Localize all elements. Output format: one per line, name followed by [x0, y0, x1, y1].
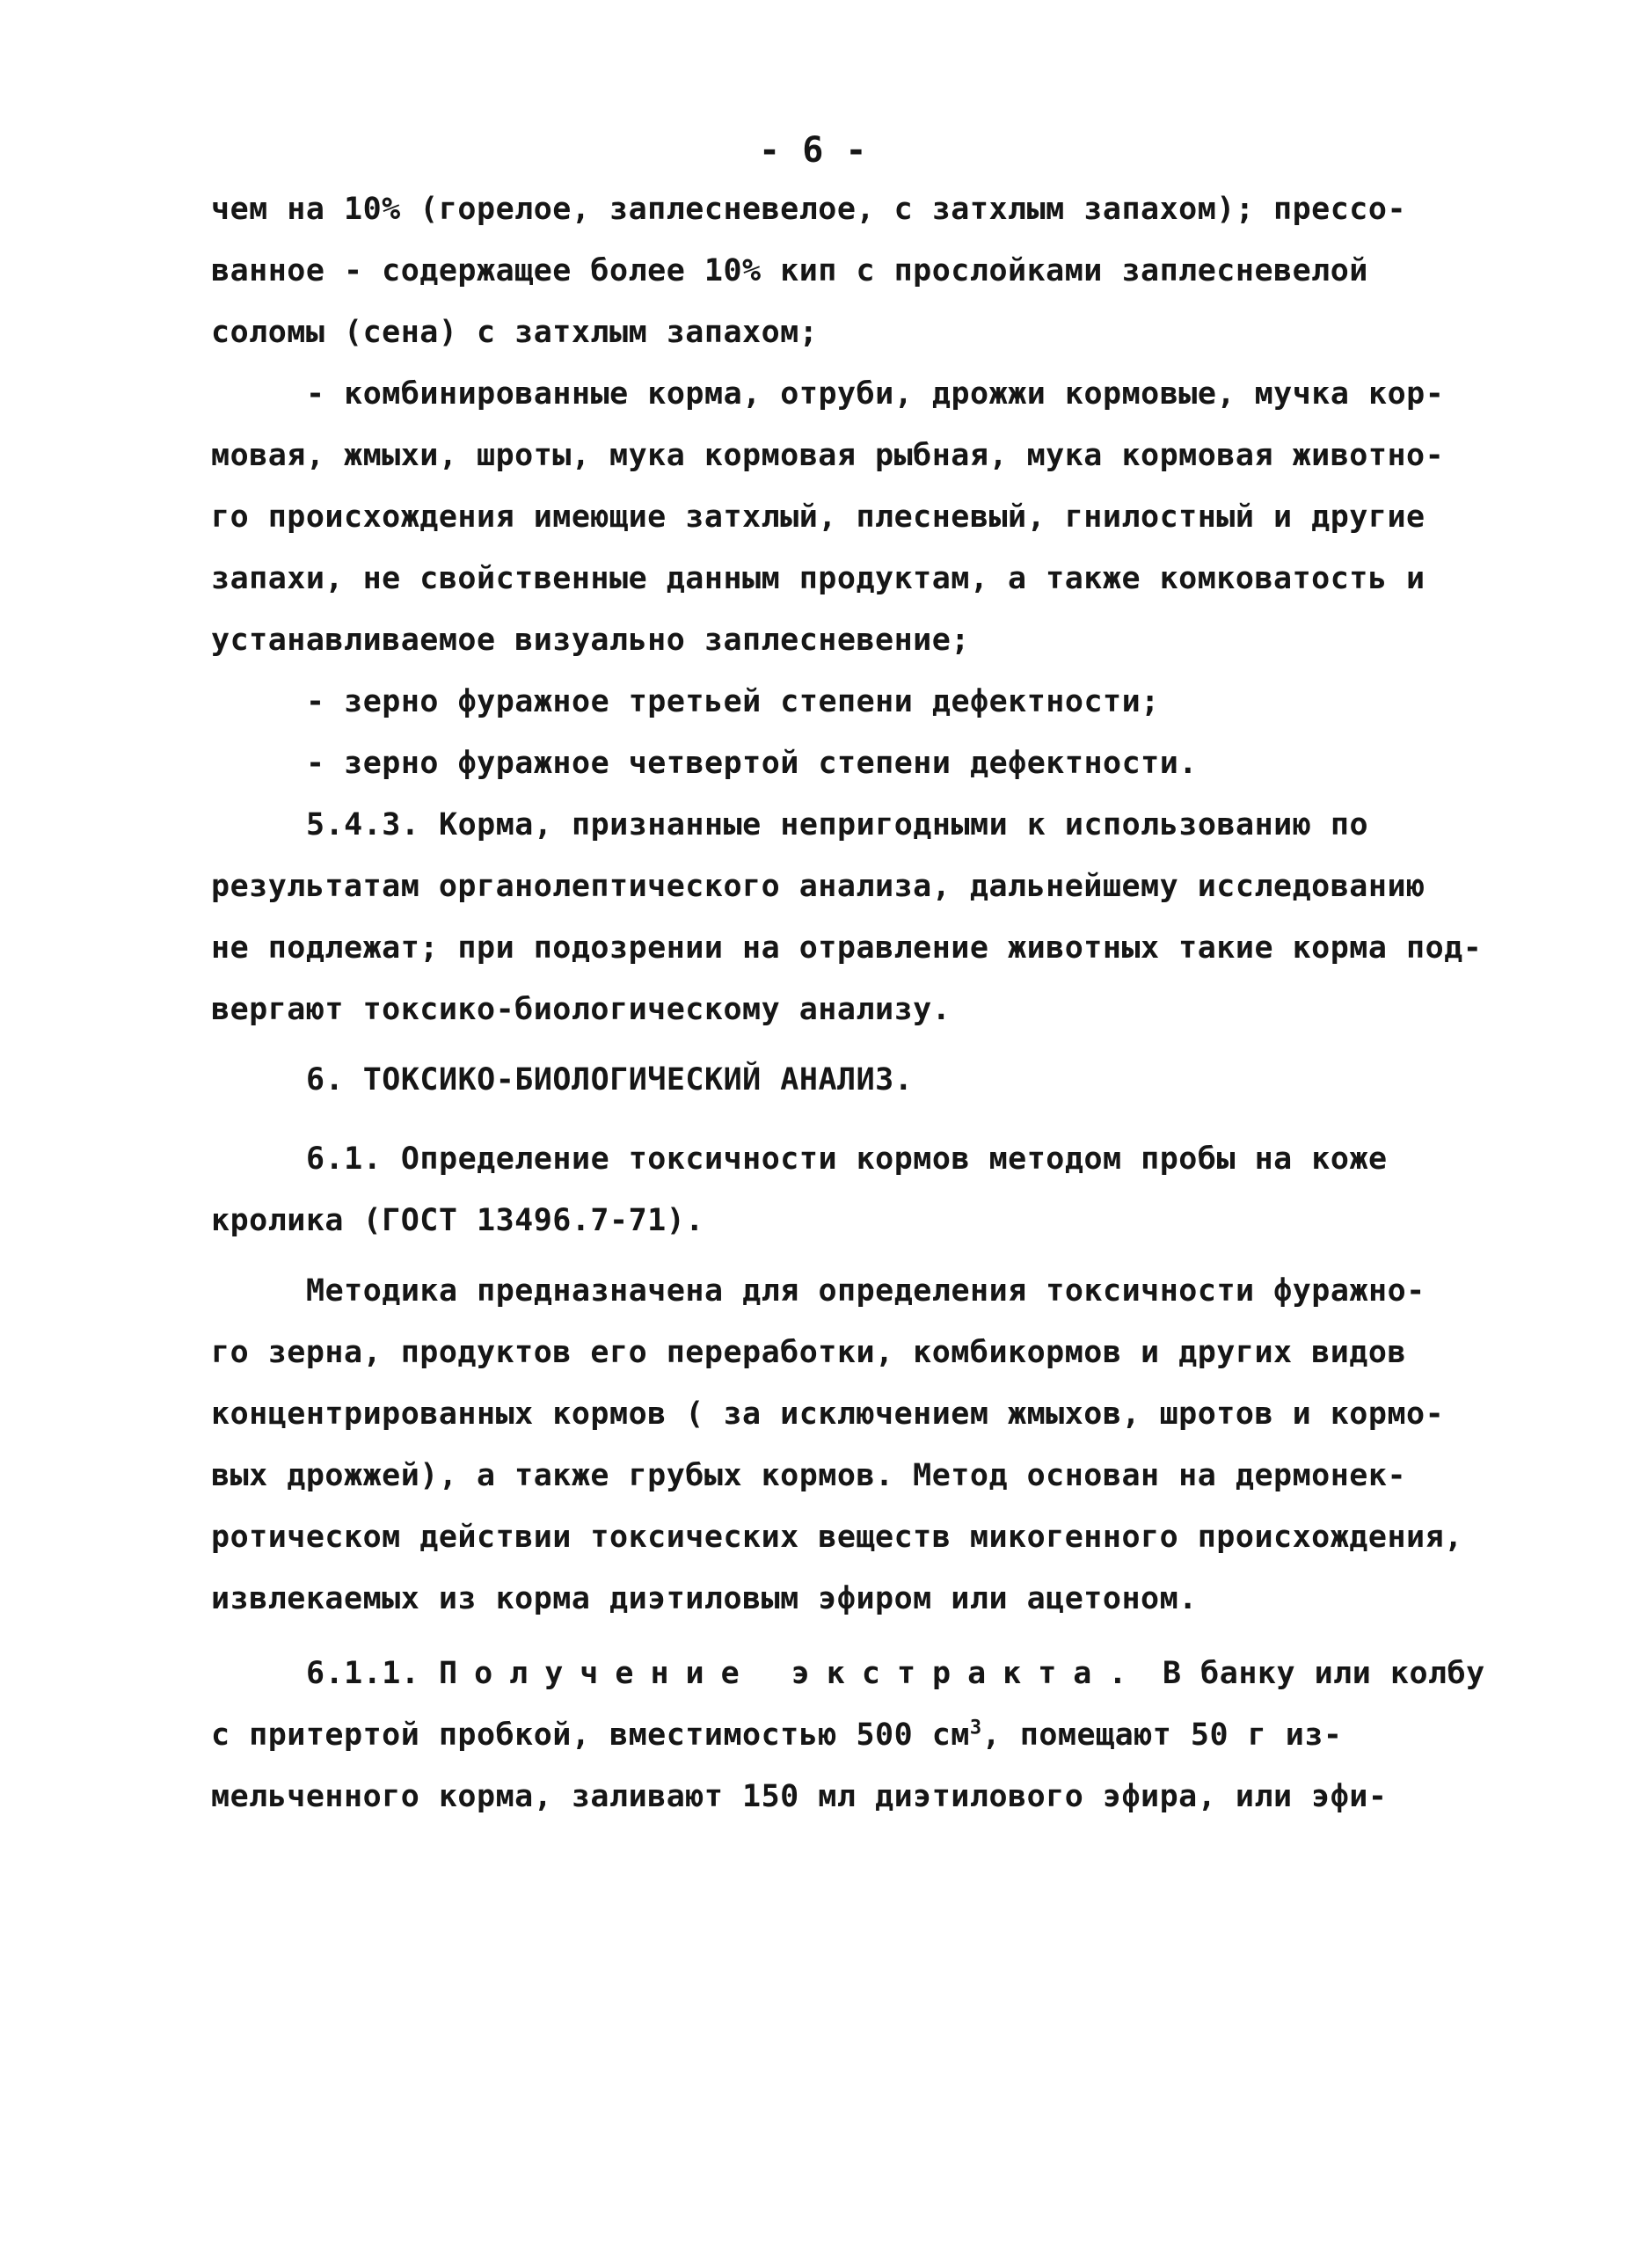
text-line: го зерна, продуктов его переработки, комбикормов и других видов [211, 1335, 1407, 1370]
subsection-heading-line [306, 1656, 1485, 1691]
text-line: результатам органолептического анализа, дальнейшему исследованию [211, 869, 1425, 904]
text-line: кролика (ГОСТ 13496.7-71). [211, 1203, 704, 1238]
text-line [211, 1717, 1343, 1753]
text-line: ванное - содержащее более 10% кип с прослойками заплесневелой [211, 253, 1368, 288]
text-line: концентрированных кормов ( за исключением жмыхов, шротов и кормо- [211, 1397, 1445, 1432]
text-line: устанавливаемое визуально заплесневение; [211, 623, 970, 658]
text-line: - зерно фуражное третьей степени дефектности; [306, 684, 1160, 719]
text-line: - комбинированные корма, отруби, дрожжи кормовые, мучка кор- [306, 376, 1445, 412]
text-fragment: В банку или колбу [1163, 1656, 1485, 1691]
text-line: ротическом действии токсических веществ микогенного происхождения, [211, 1520, 1463, 1555]
text-fragment: с притертой пробкой, вместимостью 500 см [211, 1717, 970, 1753]
text-line: извлекаемых из корма диэтиловым эфиром или ацетоном. [211, 1581, 1198, 1616]
subsection-heading: 6.1. Определение токсичности кормов методом пробы на коже [306, 1141, 1388, 1177]
text-line: го происхождения имеющие затхлый, плесневый, гнилостный и другие [211, 500, 1425, 535]
text-line: 5.4.3. Корма, признанные непригодными к использованию по [306, 807, 1369, 842]
text-line: запахи, не свойственные данным продуктам, а также комковатость и [211, 561, 1425, 596]
text-line: чем на 10% (горелое, заплесневелое, с затхлым запахом); прессо- [211, 192, 1407, 227]
text-line: мельченного корма, заливают 150 мл диэтилового эфира, или эфи- [211, 1779, 1388, 1814]
page-number: - 6 - [759, 130, 867, 171]
subsection-number: 6.1.1. [306, 1656, 420, 1691]
text-line: вых дрожжей), а также грубых кормов. Метод основан на дермонек- [211, 1458, 1407, 1493]
text-line: соломы (сена) с затхлым запахом; [211, 315, 819, 350]
text-line: не подлежат; при подозрении на отравление животных такие корма под- [211, 930, 1483, 966]
text-line: вергают токсико-биологическому анализу. [211, 992, 952, 1027]
subsection-title-spaced: Получение экстракта. [439, 1656, 1144, 1691]
superscript: 3 [969, 1717, 982, 1739]
text-line: мовая, жмыхи, шроты, мука кормовая рыбная, мука кормовая животно- [211, 438, 1445, 473]
text-line: Методика предназначена для определения токсичности фуражно- [306, 1273, 1425, 1309]
section-heading: 6. ТОКСИКО-БИОЛОГИЧЕСКИЙ АНАЛИЗ. [306, 1062, 914, 1098]
text-fragment: , помещают 50 г из- [981, 1717, 1343, 1753]
text-line: - зерно фуражное четвертой степени дефектности. [306, 746, 1198, 781]
